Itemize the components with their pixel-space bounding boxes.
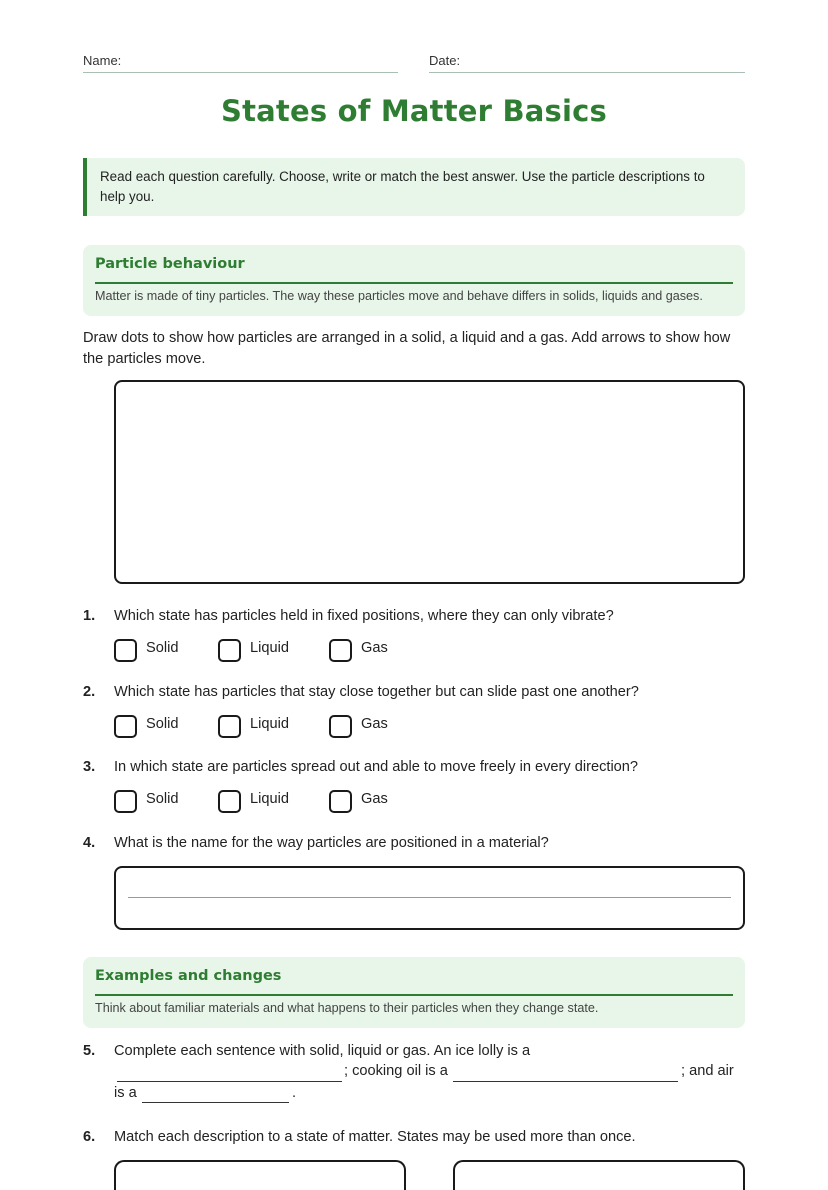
answer-field[interactable] — [114, 866, 745, 930]
section-heading: Examples and changes — [95, 968, 282, 984]
match-states-box[interactable] — [453, 1160, 745, 1190]
checkbox[interactable] — [114, 790, 137, 813]
section-examples-and-changes — [83, 957, 745, 1028]
checkbox[interactable] — [329, 715, 352, 738]
question-number: 6. — [83, 1129, 96, 1145]
blank-ice-lolly[interactable] — [117, 1081, 342, 1082]
option-label: Gas — [361, 640, 388, 656]
option-label: Gas — [361, 716, 388, 732]
instructions-text: Read each question carefully. Choose, write or match the best answer. Use the particle descriptions to help you. — [100, 169, 705, 204]
question-number: 3. — [83, 759, 96, 775]
section-heading: Particle behaviour — [95, 256, 245, 272]
checkbox[interactable] — [329, 639, 352, 662]
checkbox[interactable] — [218, 639, 241, 662]
match-descriptions-box[interactable] — [114, 1160, 406, 1190]
checkbox[interactable] — [218, 790, 241, 813]
section-divider — [95, 994, 733, 996]
drawing-area[interactable] — [114, 380, 745, 584]
option-label: Liquid — [250, 716, 289, 732]
question-number: 5. — [83, 1043, 96, 1059]
section-particle-behaviour — [83, 245, 745, 316]
draw-task-text: Draw dots to show how particles are arranged in a solid, a liquid and a gas. Add arrows to show how the particles move. — [83, 330, 731, 367]
date-label: Date: — [429, 53, 461, 68]
question-text: ; and air — [681, 1063, 734, 1079]
question-text: In which state are particles spread out and able to move freely in every direction? — [114, 759, 639, 775]
page-title: States of Matter Basics — [221, 94, 607, 128]
option-label: Solid — [146, 791, 179, 807]
option-label: Solid — [146, 716, 179, 732]
section-description: Matter is made of tiny particles. The way these particles move and behave differs in solids, liquids and gases. — [95, 289, 703, 303]
answer-line — [128, 897, 731, 898]
section-description: Think about familiar materials and what happens to their particles when they change state. — [95, 1001, 599, 1015]
question-number: 1. — [83, 608, 96, 624]
question-number: 4. — [83, 835, 96, 851]
checkbox[interactable] — [329, 790, 352, 813]
checkbox[interactable] — [218, 715, 241, 738]
checkbox[interactable] — [114, 715, 137, 738]
question-text: Which state has particles that stay close together but can slide past one another? — [114, 684, 639, 700]
question-text: . — [292, 1085, 297, 1101]
question-text: ; cooking oil is a — [344, 1063, 448, 1079]
instructions-box — [83, 158, 745, 216]
section-divider — [95, 282, 733, 284]
blank-air[interactable] — [142, 1102, 289, 1103]
option-label: Liquid — [250, 640, 289, 656]
option-label: Liquid — [250, 791, 289, 807]
name-field[interactable] — [83, 72, 398, 73]
instructions-accent-bar — [83, 158, 87, 216]
name-label: Name: — [83, 53, 122, 68]
option-label: Solid — [146, 640, 179, 656]
question-number: 2. — [83, 684, 96, 700]
question-text: Match each description to a state of matter. States may be used more than once. — [114, 1129, 636, 1145]
date-field[interactable] — [429, 72, 745, 73]
question-text: Which state has particles held in fixed positions, where they can only vibrate? — [114, 608, 614, 624]
question-text: Complete each sentence with solid, liquid or gas. An ice lolly is a — [114, 1043, 531, 1059]
checkbox[interactable] — [114, 639, 137, 662]
question-text: What is the name for the way particles are positioned in a material? — [114, 835, 549, 851]
blank-cooking-oil[interactable] — [453, 1081, 678, 1082]
option-label: Gas — [361, 791, 388, 807]
question-text: is a — [114, 1085, 137, 1101]
